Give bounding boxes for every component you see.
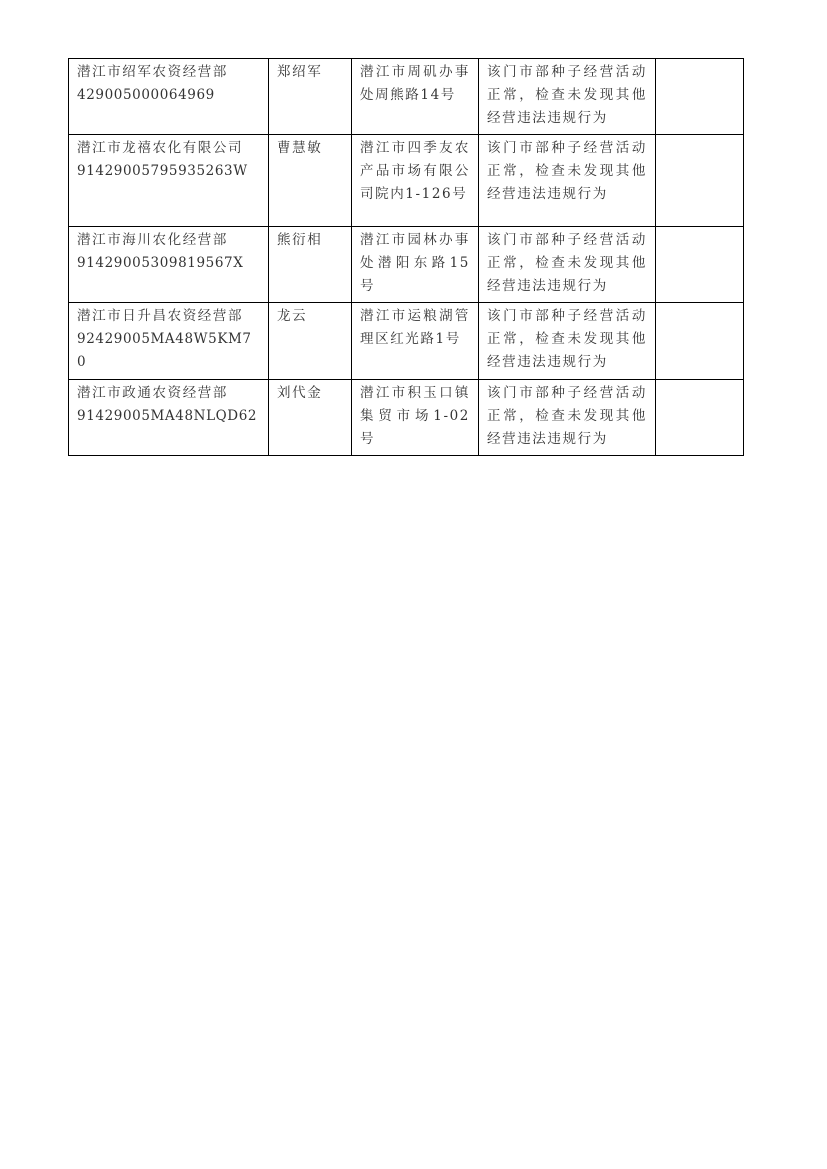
- address-cell: 潜江市运粮湖管理区红光路1号: [352, 303, 479, 380]
- company-name: 潜江市龙禧农化有限公司: [77, 140, 244, 156]
- note-cell: [656, 380, 744, 456]
- result-cell: 该门市部种子经营活动正常，检查未发现其他经营违法违规行为: [479, 380, 656, 456]
- company-name: 潜江市绍军农资经营部: [77, 64, 228, 80]
- address-cell: 潜江市积玉口镇集贸市场1-02号: [352, 380, 479, 456]
- company-name: 潜江市日升昌农资经营部: [77, 308, 244, 324]
- person-cell: 熊衍相: [269, 227, 352, 303]
- credit-code: 429005000064969: [77, 87, 215, 103]
- person-cell: 郑绍军: [269, 59, 352, 135]
- credit-code: 92429005MA48W5KM70: [77, 331, 252, 370]
- credit-code: 91429005795935263W: [77, 163, 248, 179]
- credit-code: 91429005309819567X: [77, 255, 244, 271]
- note-cell: [656, 227, 744, 303]
- company-cell: [69, 59, 269, 135]
- person-cell: 刘代金: [269, 380, 352, 456]
- result-cell: 该门市部种子经营活动正常，检查未发现其他经营违法违规行为: [479, 227, 656, 303]
- address-cell: 潜江市园林办事处潜阳东路15号: [352, 227, 479, 303]
- company-name: 潜江市政通农资经营部: [77, 385, 228, 401]
- company-cell: [69, 135, 269, 227]
- table-row: [69, 59, 744, 135]
- note-cell: [656, 59, 744, 135]
- company-cell: [69, 303, 269, 380]
- result-cell: 该门市部种子经营活动正常，检查未发现其他经营违法违规行为: [479, 135, 656, 227]
- result-cell: 该门市部种子经营活动正常，检查未发现其他经营违法违规行为: [479, 303, 656, 380]
- address-cell: 潜江市四季友农产品市场有限公司院内1-126号: [352, 135, 479, 227]
- table-row: [69, 303, 744, 380]
- company-cell: [69, 227, 269, 303]
- credit-code: 91429005MA48NLQD62: [77, 408, 258, 424]
- inspection-records-table: [68, 58, 744, 456]
- person-cell: 曹慧敏: [269, 135, 352, 227]
- company-cell: [69, 380, 269, 456]
- table-row: [69, 380, 744, 456]
- result-cell: 该门市部种子经营活动正常，检查未发现其他经营违法违规行为: [479, 59, 656, 135]
- company-name: 潜江市海川农化经营部: [77, 232, 228, 248]
- note-cell: [656, 135, 744, 227]
- table-row: [69, 135, 744, 227]
- table-row: [69, 227, 744, 303]
- note-cell: [656, 303, 744, 380]
- person-cell: 龙云: [269, 303, 352, 380]
- address-cell: 潜江市周矶办事处周熊路14号: [352, 59, 479, 135]
